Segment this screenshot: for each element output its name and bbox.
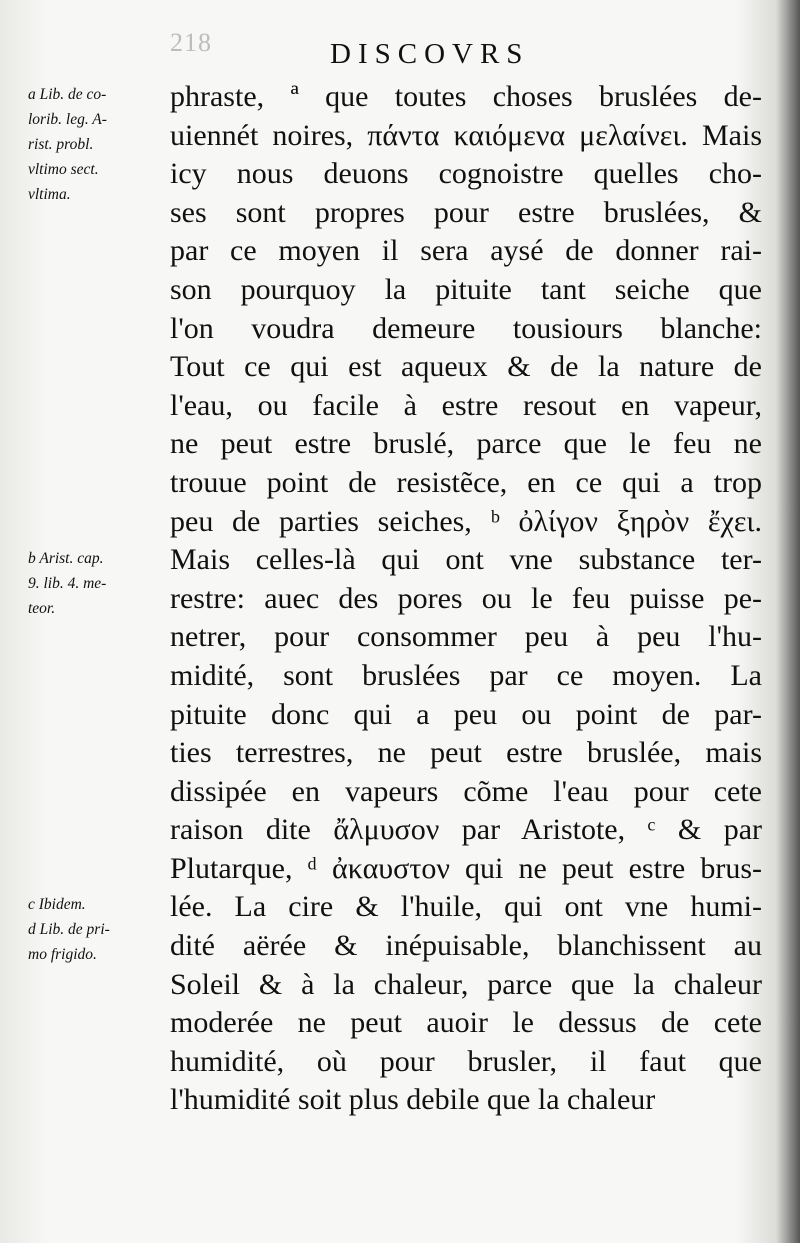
margin-note-line: teor. (28, 600, 56, 617)
text-line: lée. La cire & l'huile, qui ont vne humi- (170, 890, 762, 924)
text-line: l'eau, ou facile à estre resout en vapeur, (170, 388, 762, 422)
text-line: midité, sont bruslées par ce moyen. La (170, 658, 762, 692)
margin-note-line: d Lib. de pri- (28, 921, 110, 938)
text-line: son pourquoy la pituite tant seiche que (170, 272, 762, 306)
margin-note-line: 9. lib. 4. me- (28, 575, 107, 592)
text-line: Tout ce qui est aqueux & de la nature de (170, 350, 762, 384)
text-line: ties terrestres, ne peut estre bruslée, mais (170, 736, 762, 770)
text-line: netrer, pour consommer peu à peu l'hu- (170, 620, 762, 654)
margin-note-line: vltimo sect. (28, 161, 99, 178)
text-line: pituite donc qui a peu ou point de par- (170, 697, 762, 731)
margin-note-c-d (28, 892, 168, 967)
text-line: l'on voudra demeure tousiours blanche: (170, 311, 762, 345)
margin-note-a (28, 82, 168, 207)
text-line: peu de parties seiches, ᵇ ὀλίγον ξηρὸν ἔχει. (170, 504, 762, 538)
margin-note-line: c Ibidem. (28, 896, 86, 913)
text-line: uiennét noires, πάντα καιόμενα μελαίνει. Mais (170, 118, 762, 152)
margin-note-line: mo frigido. (28, 946, 97, 963)
margin-note-b (28, 546, 168, 621)
text-line: raison dite ἄλμυσον par Aristote, ᶜ & par (170, 813, 762, 847)
text-line: restre: auec des pores ou le feu puisse pe- (170, 581, 762, 615)
text-line: moderée ne peut auoir le dessus de cete (170, 1006, 762, 1040)
running-head: DISCOVRS (330, 38, 530, 70)
margin-note-line: lorib. leg. A- (28, 111, 107, 128)
page-number: 218 (170, 28, 212, 57)
text-line: Mais celles-là qui ont vne substance ter- (170, 543, 762, 577)
margin-note-line: b Arist. cap. (28, 550, 104, 567)
text-line: ne peut estre bruslé, parce que le feu ne (170, 427, 762, 461)
text-line: Plutarque, ᵈ ἀκαυστον qui ne peut estre brus- (170, 851, 762, 885)
text-line: humidité, où pour brusler, il faut que (170, 1044, 762, 1078)
text-line: Soleil & à la chaleur, parce que la chaleur (170, 967, 762, 1001)
text-line: ses sont propres pour estre bruslées, & (170, 195, 762, 229)
text-line: phraste, ª que toutes choses bruslées de- (170, 80, 762, 113)
margin-note-line: a Lib. de co- (28, 86, 107, 103)
margin-note-line: rist. probl. (28, 136, 94, 153)
body-text (170, 78, 762, 1120)
text-line: l'humidité soit plus debile que la chaleur (170, 1083, 656, 1117)
text-line: icy nous deuons cognoistre quelles cho- (170, 157, 762, 191)
text-line: trouue point de resistẽce, en ce qui a trop (170, 465, 762, 499)
text-line: dité aërée & inépuisable, blanchissent au (170, 929, 762, 963)
text-line: dissipée en vapeurs cõme l'eau pour cete (170, 774, 762, 808)
text-line: par ce moyen il sera aysé de donner rai- (170, 234, 762, 268)
margin-note-line: vltima. (28, 186, 71, 203)
